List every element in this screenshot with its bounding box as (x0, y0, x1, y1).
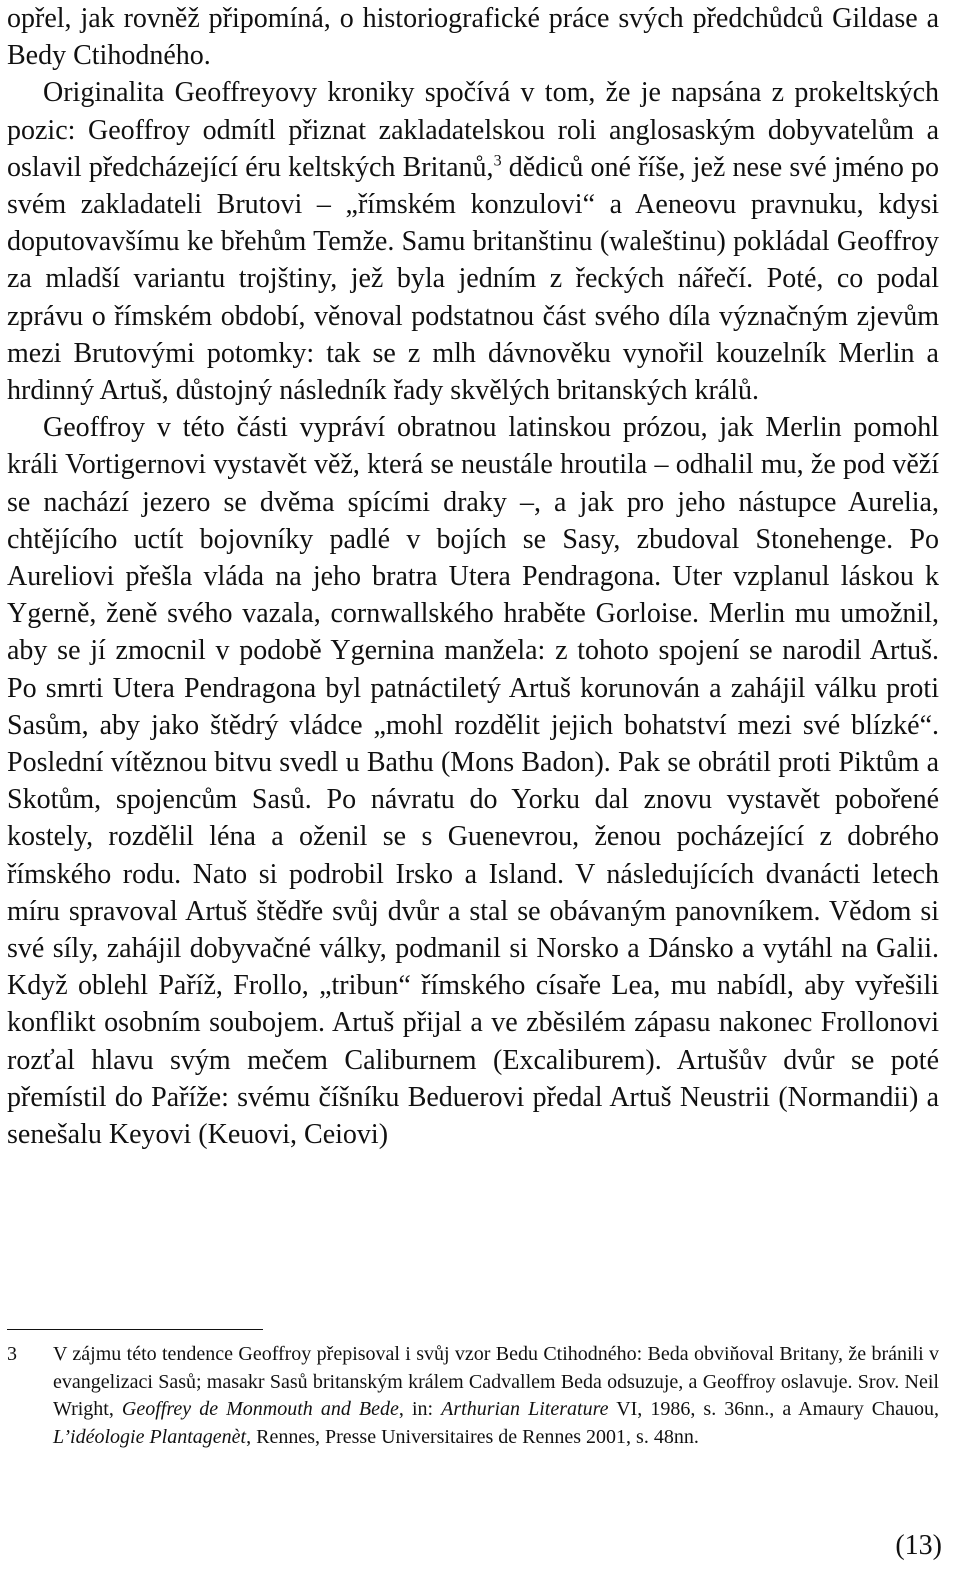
footnote-3 (7, 1341, 939, 1451)
footnote-text-part: , in: (398, 1398, 442, 1420)
paragraph-2-text-a: Originalita Geoffreyovy kroniky spočívá v tom, že je napsána z prokeltských pozic: Geoffroy odmítl přiznat zakladatelskou roli anglosaským dobyvatelům a oslavil předcházející éru keltských Britanů, (7, 77, 939, 183)
paragraph-3-text: Geoffroy v této části vypráví obratnou latinskou prózou, jak Merlin pomohl králi Vortigernovi vystavět věž, která se neustále hroutila – odhalil mu, že pod věží se nachází jezero se dvěma spícími draky –, a jak pro jeho nástupce Aurelia, chtějícího uctít bojovníky padlé v bojích se Sasy, zbudoval Stonehenge. Po Aureliovi přešla vláda na jeho bratra Utera Pendragona. Uter vzplanul láskou k Ygerně, ženě svého vazala, cornwallského hraběte Gorloise. Merlin mu umožnil, aby se jí zmocnil v podobě Ygernina manžela: z tohoto spojení se narodil Artuš. Po smrti Utera Pendragona byl patnáctiletý Artuš korunován a zahájil válku proti Sasům, aby jako štědrý vládce „mohl rozdělit jejich bohatství mezi své blízké“. Poslední vítěznou bitvu svedl u Bathu (Mons Badon). Pak se obrátil proti Piktům a Skotům, spojencům Sasů. Po návratu do Yorku dal znovu vystavět pobořené kostely, rozdělil léna a oženil se s Guenevrou, ženou pocházející z dobrého římského rodu. Nato si podrobil Irsko a Island. V následujících dvanácti letech míru spravoval Artuš štědře svůj dvůr a stal se obávaným panovníkem. Vědom si své síly, zahájil dobyvačné války, podmanil si Norsko a Dánsko a vytáhl na Galii. Když oblehl Paříž, Frollo, „tribun“ římského císaře Lea, mu nabídl, aby vyřešili konflikt osobním soubojem. Artuš přijal a ve zběsilém zápasu nakonec Frollonovi rozťal hlavu svým mečem Caliburnem (Excaliburem). Artušův dvůr se poté přemístil do Paříže: svému číšníku Beduerovi předal Artuš Neustrii (Normandii) a senešalu Keyovi (Keuovi, Ceiovi) (7, 412, 939, 1151)
footnote-number: 3 (7, 1343, 17, 1365)
paragraph-1-text: opřel, jak rovněž připomíná, o historiografické práce svých předchůdců Gildase a Bedy Ctihodného. (7, 3, 939, 72)
footnote-separator (7, 1329, 263, 1330)
footnote-title-italic: Geoffrey de Monmouth and Bede (121, 1398, 399, 1420)
footnote-text-part: VI, 1986, s. 36nn., a Amaury Chauou, (608, 1398, 939, 1420)
footnote-title-italic: L’idéologie Plantagenèt (53, 1425, 247, 1448)
footnote-title-italic: Arthurian Literature (441, 1398, 609, 1420)
paragraph-2 (7, 74, 939, 409)
footnote-text (53, 1341, 939, 1451)
footnote-text-part: V zájmu této tendence Geoffroy přepisoval i svůj vzor Bedu Ctihodného: Beda obviňoval Britany, že bránili v evangelizaci Sasů; masakr Sasů britanským králem Cadvallem Beda odsuzuje, a Geoffroy oslavuje. Srov. Neil Wright, (53, 1343, 939, 1420)
page (7, 0, 939, 1153)
main-text (7, 0, 939, 1153)
footnote-reference-3[interactable]: 3 (493, 152, 502, 170)
page-number: (13) (895, 1530, 942, 1561)
paragraph-3 (7, 409, 939, 1153)
paragraph-1 (7, 0, 939, 74)
paragraph-2-text-b: dědiců oné říše, jež nese své jméno po svém zakladateli Brutovi – „římském konzulovi“ a Aeneovu pravnuku, kdysi doputovavšímu ke břehům Temže. Samu britanštinu (waleštinu) pokládal Geoffroy za mladší variantu trojštiny, jež byla jedním z řeckých nářečí. Poté, co podal zprávu o římském období, věnoval podstatnou část svého díla význačným zjevům mezi Brutovými potomky: tak se z mlh dávnověku vynořil kouzelník Merlin a hrdinný Artuš, důstojný následník řady skvělých britanských králů. (7, 151, 939, 407)
footnote-text-part: , Rennes, Presse Universitaires de Rennes 2001, s. 48nn. (246, 1425, 699, 1448)
